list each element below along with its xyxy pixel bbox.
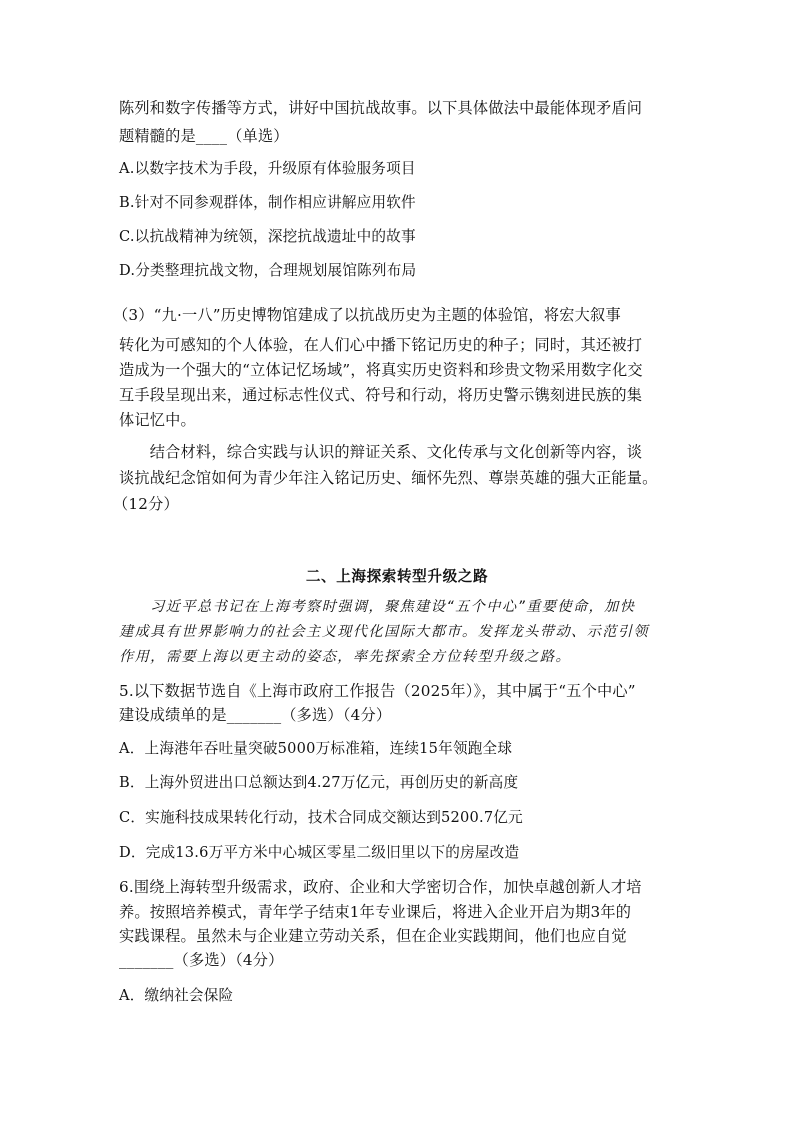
question-2-text-line-2: 题精髓的是____（单选） — [119, 127, 289, 145]
question-2-option-c: C.以抗战精神为统领，深挖抗战遗址中的故事 — [119, 228, 416, 245]
question-2-option-a: A.以数字技术为手段，升级原有体验服务项目 — [119, 160, 416, 177]
section-intro-line-2: 建成具有世界影响力的社会主义现代化国际大都市。发挥龙头带动、示范引领 — [119, 624, 649, 640]
question-3-text-line-4: 互手段呈现出来，通过标志性仪式、符号和行动，将历史警示镌刻进民族的集 — [119, 386, 643, 404]
question-6-text-line-4: _______（多选）（4分） — [119, 951, 284, 969]
question-3-score: （12分） — [113, 495, 179, 513]
question-6-text-line-1: 6.围绕上海转型升级需求，政府、企业和大学密切合作，加快卓越创新人才培 — [119, 878, 642, 896]
question-3-text-line-2: 转化为可感知的个人体验，在人们心中播下铭记历史的种子；同时，其还被打 — [119, 336, 643, 354]
question-2-option-d: D.分类整理抗战文物，合理规划展馆陈列布局 — [119, 262, 417, 279]
section-intro-line-1: 习近平总书记在上海考察时强调，聚焦建设“五个中心”重要使命，加快 — [119, 599, 636, 615]
question-5-text-line-2: 建设成绩单的是_______（多选）（4分） — [119, 706, 392, 724]
question-5-option-b: B．上海外贸进出口总额达到4.27万亿元，再创历史的新高度 — [119, 774, 519, 791]
question-3-text-line-1: （3）“九·一八”历史博物馆建成了以抗战历史为主题的体验馆，将宏大叙事 — [113, 306, 621, 324]
question-6-text-line-3: 实践课程。虽然未与企业建立劳动关系，但在企业实践期间，他们也应自觉 — [119, 927, 627, 945]
question-2-option-b: B.针对不同参观群体，制作相应讲解应用软件 — [119, 194, 416, 211]
question-5-option-c: C．实施科技成果转化行动，技术合同成交额达到5200.7亿元 — [119, 809, 523, 826]
question-2-text-line-1: 陈列和数字传播等方式，讲好中国抗战故事。以下具体做法中最能体现矛盾问 — [119, 99, 643, 117]
question-6-option-a: A．缴纳社会保险 — [119, 987, 234, 1004]
question-5-option-d: D．完成13.6万平方米中心城区零星二级旧里以下的房屋改造 — [119, 844, 520, 861]
question-3-prompt-line-1: 结合材料，综合实践与认识的辩证关系、文化传承与文化创新等内容，谈 — [119, 443, 643, 461]
question-5-option-a: A．上海港年吞吐量突破5000万标准箱，连续15年领跑全球 — [119, 740, 513, 757]
question-3-text-line-5: 体记忆中。 — [119, 411, 196, 429]
question-5-text-line-1: 5.以下数据节选自《上海市政府工作报告（2025年）》，其中属于“五个中心” — [119, 682, 636, 700]
question-6-text-line-2: 养。按照培养模式，青年学子结束1年专业课后，将进入企业开启为期3年的 — [119, 903, 632, 921]
section-title: 二、上海探索转型升级之路 — [305, 568, 489, 585]
section-intro-line-3: 作用，需要上海以更主动的姿态，率先探索全方位转型升级之路。 — [119, 649, 572, 665]
question-3-text-line-3: 造成为一个强大的“立体记忆场域”，将真实历史资料和珍贵文物采用数字化交 — [119, 361, 643, 379]
question-3-prompt-line-2: 谈抗战纪念馆如何为青少年注入铭记历史、缅怀先烈、尊崇英雄的强大正能量。 — [119, 469, 658, 487]
